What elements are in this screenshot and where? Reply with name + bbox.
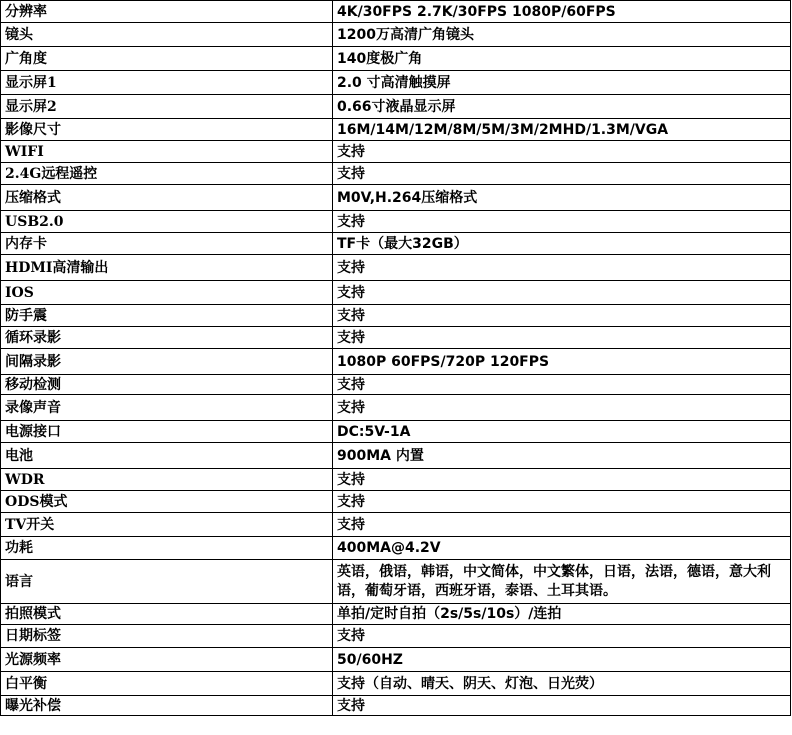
- table-row: [1, 443, 791, 469]
- spec-value: 支持（自动、晴天、阴天、灯泡、日光荧）: [333, 672, 791, 696]
- table-row: [1, 119, 791, 141]
- spec-value: 50/60HZ: [333, 648, 791, 672]
- table-row: [1, 375, 791, 395]
- spec-value: 支持: [333, 395, 791, 421]
- table-row: [1, 349, 791, 375]
- spec-value: 16M/14M/12M/8M/5M/3M/2MHD/1.3M/VGA: [333, 119, 791, 141]
- table-row: [1, 560, 791, 604]
- spec-name: ODS模式: [1, 491, 333, 513]
- table-row: [1, 233, 791, 255]
- spec-name: 电池: [1, 443, 333, 469]
- spec-name: 电源接口: [1, 421, 333, 443]
- spec-name: 压缩格式: [1, 185, 333, 211]
- spec-name: 功耗: [1, 537, 333, 560]
- spec-name: 曝光补偿: [1, 696, 333, 716]
- spec-name: USB2.0: [1, 211, 333, 233]
- spec-name: 广角度: [1, 47, 333, 71]
- spec-name: 镜头: [1, 23, 333, 47]
- spec-value: 支持: [333, 696, 791, 716]
- spec-name: 语言: [1, 560, 333, 604]
- table-row: [1, 23, 791, 47]
- table-row: [1, 255, 791, 281]
- table-row: [1, 421, 791, 443]
- table-row: [1, 648, 791, 672]
- spec-value: 支持: [333, 625, 791, 648]
- spec-value: 支持: [333, 163, 791, 185]
- spec-value: 1200万高清广角镜头: [333, 23, 791, 47]
- table-row: [1, 1, 791, 23]
- table-row: [1, 491, 791, 513]
- table-row: [1, 47, 791, 71]
- spec-value: TF卡（最大32GB）: [333, 233, 791, 255]
- spec-name: 拍照模式: [1, 604, 333, 625]
- spec-value: 支持: [333, 141, 791, 163]
- spec-name: 防手震: [1, 305, 333, 327]
- spec-name: 显示屏2: [1, 95, 333, 119]
- table-row: [1, 696, 791, 716]
- table-row: [1, 672, 791, 696]
- spec-value: 900MA 内置: [333, 443, 791, 469]
- spec-value: 支持: [333, 491, 791, 513]
- spec-name: 光源频率: [1, 648, 333, 672]
- table-row: [1, 211, 791, 233]
- spec-value: 4K/30FPS 2.7K/30FPS 1080P/60FPS: [333, 1, 791, 23]
- spec-value: 单拍/定时自拍（2s/5s/10s）/连拍: [333, 604, 791, 625]
- table-row: [1, 95, 791, 119]
- table-row: [1, 395, 791, 421]
- spec-name: 分辨率: [1, 1, 333, 23]
- table-row: [1, 327, 791, 349]
- spec-name: 内存卡: [1, 233, 333, 255]
- spec-value: 400MA@4.2V: [333, 537, 791, 560]
- spec-value: 支持: [333, 305, 791, 327]
- spec-value: 支持: [333, 375, 791, 395]
- table-row: [1, 537, 791, 560]
- table-row: [1, 281, 791, 305]
- table-row: [1, 604, 791, 625]
- spec-name: TV开关: [1, 513, 333, 537]
- spec-name: 白平衡: [1, 672, 333, 696]
- spec-name: 录像声音: [1, 395, 333, 421]
- spec-value: 英语，俄语，韩语，中文简体，中文繁体，日语，法语，德语，意大利语，葡萄牙语，西班牙语，泰语、土耳其语。: [333, 560, 791, 604]
- spec-name: WIFI: [1, 141, 333, 163]
- table-row: [1, 141, 791, 163]
- spec-name: 间隔录影: [1, 349, 333, 375]
- table-row: [1, 185, 791, 211]
- table-row: [1, 163, 791, 185]
- spec-name: 2.4G远程遥控: [1, 163, 333, 185]
- spec-value: 2.0 寸高清触摸屏: [333, 71, 791, 95]
- spec-name: IOS: [1, 281, 333, 305]
- table-row: [1, 469, 791, 491]
- spec-value: 支持: [333, 469, 791, 491]
- spec-value: 140度极广角: [333, 47, 791, 71]
- spec-name: 移动检测: [1, 375, 333, 395]
- table-row: [1, 305, 791, 327]
- spec-name: 日期标签: [1, 625, 333, 648]
- spec-name: HDMI高清输出: [1, 255, 333, 281]
- spec-name: 显示屏1: [1, 71, 333, 95]
- spec-name: WDR: [1, 469, 333, 491]
- spec-value: 支持: [333, 281, 791, 305]
- spec-name: 循环录影: [1, 327, 333, 349]
- table-row: [1, 71, 791, 95]
- spec-value: M0V,H.264压缩格式: [333, 185, 791, 211]
- spec-value: 0.66寸液晶显示屏: [333, 95, 791, 119]
- spec-value: 1080P 60FPS/720P 120FPS: [333, 349, 791, 375]
- spec-value: 支持: [333, 211, 791, 233]
- spec-name: 影像尺寸: [1, 119, 333, 141]
- spec-value: 支持: [333, 327, 791, 349]
- table-row: [1, 513, 791, 537]
- spec-value: 支持: [333, 255, 791, 281]
- table-row: [1, 625, 791, 648]
- spec-value: 支持: [333, 513, 791, 537]
- spec-value: DC:5V-1A: [333, 421, 791, 443]
